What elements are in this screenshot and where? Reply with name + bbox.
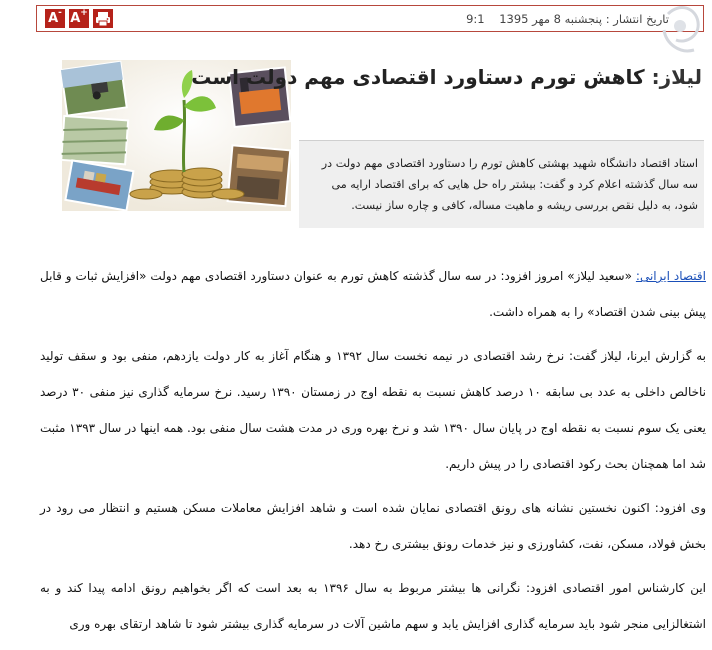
paragraph-3: وی افزود: اکنون نخستین نشانه های رونق اقتصادی نمایان شده است و شاهد افزایش معاملات مسکن هستیم و انتظار می رود در بخش فولاد، مسکن، نفت، کشاورزی و نیز خدمات رونق بیشتری رخ دهد. xyxy=(40,501,706,551)
font-increase-button[interactable]: A+ xyxy=(70,8,88,26)
agency-link[interactable]: اقتصاد ایرانی: xyxy=(635,269,706,283)
article-toolbar xyxy=(36,5,704,32)
paragraph-4: این کارشناس امور اقتصادی افزود: نگرانی ها بیشتر مربوط به سال ۱۳۹۶ به بعد است که اگر بخواهیم رونق ادامه پیدا کند و به اشتغالزایی منجر شود باید سرمایه گذاری افزایش یابد و سهم ماشین آلات در سرمایه گذاری بیشتر شود تا شاهد ارتقای بهره وری xyxy=(40,581,707,631)
article-body xyxy=(40,258,706,650)
paragraph-2: به گزارش ایرنا، لیلاز گفت: نرخ رشد اقتصادی در نیمه نخست سال ۱۳۹۲ و هنگام آغاز به کار دولت یازدهم، منفی بود و سقف تولید ناخالص داخلی به عدد بی سابقه ۱۰ درصد کاهش نسبت به نقطه اوج در زمستان ۱۳۹۰ رسید. نرخ سرمایه گذاری نیز منفی ۳۰ درصد یعنی یک سوم نسبت به نقطه اوج در پایان سال ۱۳۹۰ شد و نرخ بهره وری در مدت هشت سال منفی بود. همه اینها در سال ۱۳۹۳ مثبت شد اما همچنان بحث رکود اقتصادی را در پیش داریم. xyxy=(40,349,707,471)
paragraph-1: اقتصاد ایرانی: «سعید لیلاز» امروز افزود: در سه سال گذشته کاهش تورم به عنوان دستاورد اقتصادی مهم دولت «افزایش ثبات و قابل پیش بینی شدن اقتصاد» را به همراه داشت. xyxy=(40,269,706,319)
printer-icon xyxy=(93,9,113,28)
article-title: لیلاز: کاهش تورم دستاورد اقتصادی مهم دولت است xyxy=(191,65,702,89)
print-button[interactable] xyxy=(93,9,113,28)
article-lead: استاد اقتصاد دانشگاه شهید بهشتی کاهش تورم را دستاورد اقتصادی مهم دولت در سه سال گذشته اعلام کرد و گفت: بیشتر راه حل هایی که برای اقتصاد ارایه می شود، به دلیل نقص بررسی ریشه و ماهیت مساله، کافی و چاره ساز نیست. xyxy=(299,140,704,228)
publish-date: تاریخ انتشار : پنجشنبه 8 مهر 1395 9:1 xyxy=(466,12,669,26)
site-logo-watermark xyxy=(652,0,710,60)
font-decrease-button[interactable]: A- xyxy=(45,9,65,28)
